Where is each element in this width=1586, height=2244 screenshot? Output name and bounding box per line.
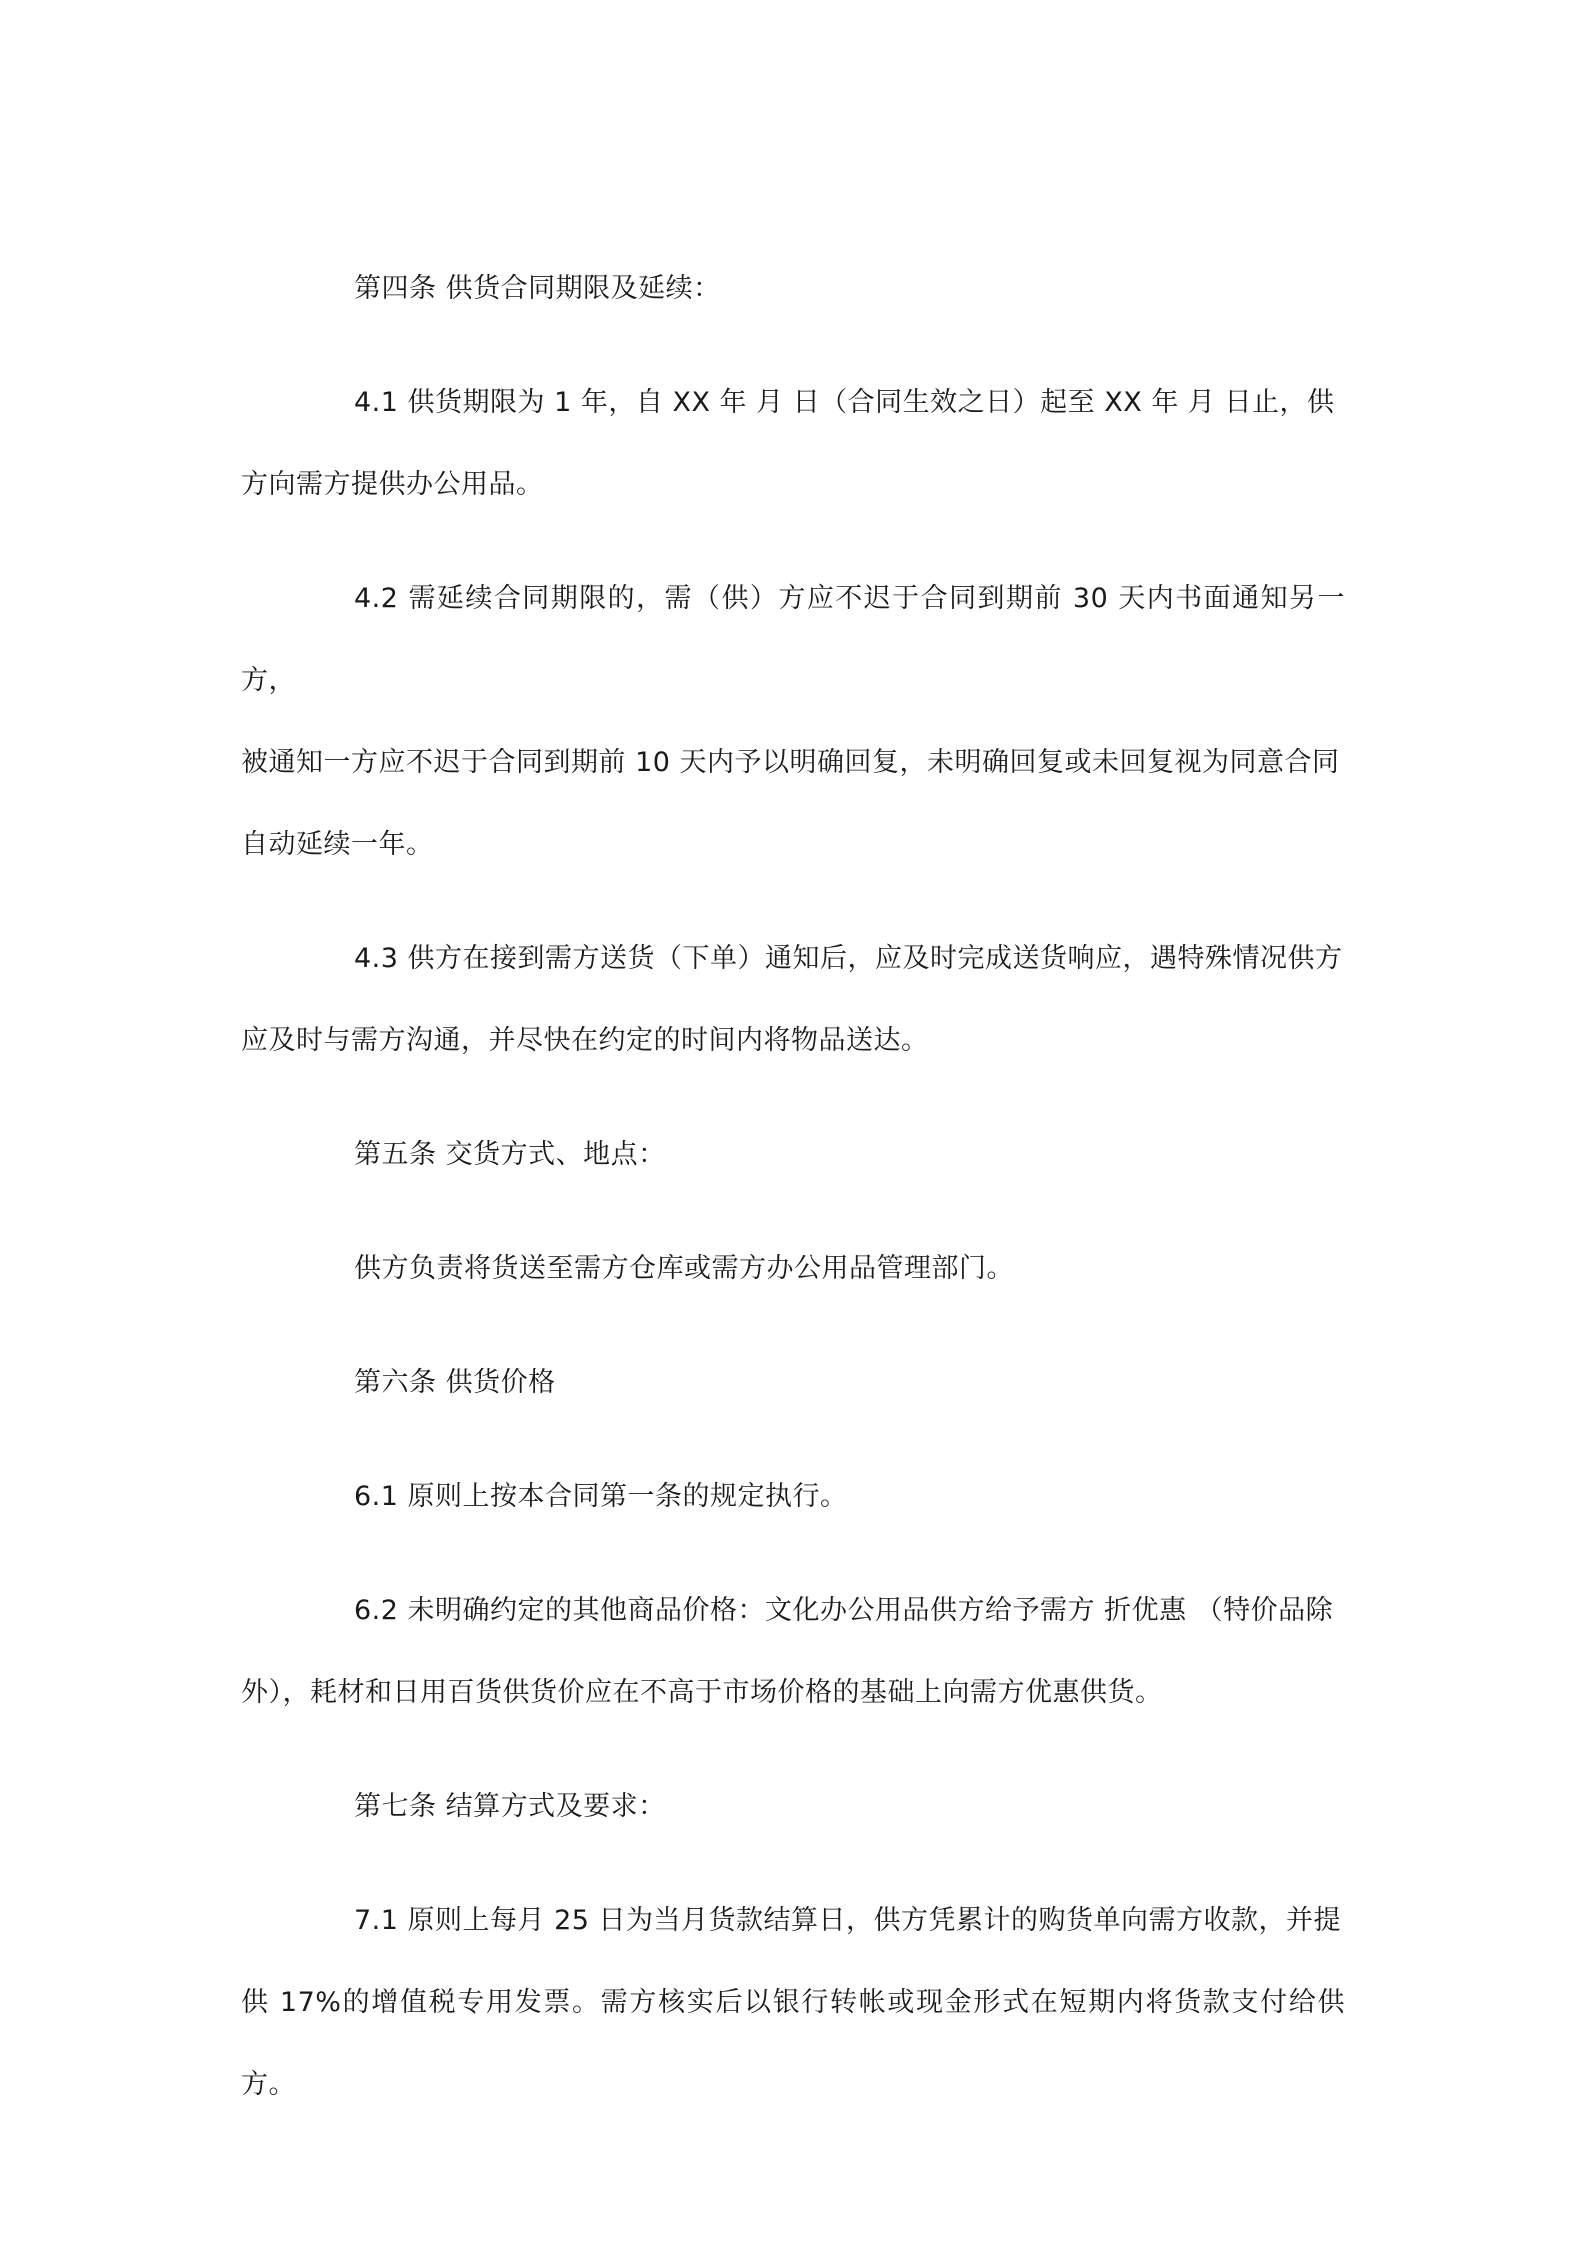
paragraph-line: 6.1 原则上按本合同第一条的规定执行。 [354,1481,848,1512]
paragraph-line: 第五条 交货方式、地点： [354,1139,666,1170]
article-5-body [241,1228,1345,1310]
clause-7-1 [241,1880,1345,2126]
paragraph-line: 6.2 未明确约定的其他商品价格：文化办公用品供方给予需方 折优惠 （特价品除 [354,1595,1334,1626]
paragraph-line: 4.1 供货期限为 1 年，自 XX 年 月 日（合同生效之日）起至 XX 年 月 日止，供 [354,387,1335,418]
paragraph-line: 供 17%的增值税专用发票。需方核实后以银行转帐或现金形式在短期内将货款支付给供方。 [241,1987,1345,2100]
paragraph-line: 4.3 供方在接到需方送货（下单）通知后，应及时完成送货响应，遇特殊情况供方 [354,943,1343,974]
paragraph-line: 自动延续一年。 [241,829,434,860]
paragraph-line: 4.2 需延续合同期限的，需（供）方应不迟于合同到期前 30 天内书面通知另一方， [241,583,1345,696]
paragraph-line: 被通知一方应不迟于合同到期前 10 天内予以明确回复，未明确回复或未回复视为同意合同 [241,747,1340,778]
article-5-heading [241,1114,1345,1196]
paragraph-line: 供方负责将货送至需方仓库或需方办公用品管理部门。 [354,1253,1014,1284]
paragraph-line: 第七条 结算方式及要求： [354,1791,666,1822]
clause-4-1 [241,362,1345,526]
clause-4-2 [241,558,1345,886]
paragraph-line: 第六条 供货价格 [354,1367,556,1398]
paragraph-line: 7.1 原则上每月 25 日为当月货款结算日，供方凭累计的购货单向需方收款，并提 [354,1905,1342,1936]
paragraph-line: 方向需方提供办公用品。 [241,469,544,500]
clause-4-3 [241,918,1345,1082]
article-7-heading [241,1766,1345,1848]
clause-6-2 [241,1570,1345,1734]
paragraph-line: 外），耗材和日用百货供货价应在不高于市场价格的基础上向需方优惠供货。 [241,1677,1163,1708]
document-body [241,248,1345,2158]
clause-6-1 [241,1456,1345,1538]
paragraph-line: 第四条 供货合同期限及延续： [354,273,721,304]
paragraph-line: 应及时与需方沟通，并尽快在约定的时间内将物品送达。 [241,1025,929,1056]
article-4-heading [241,248,1345,330]
article-6-heading [241,1342,1345,1424]
